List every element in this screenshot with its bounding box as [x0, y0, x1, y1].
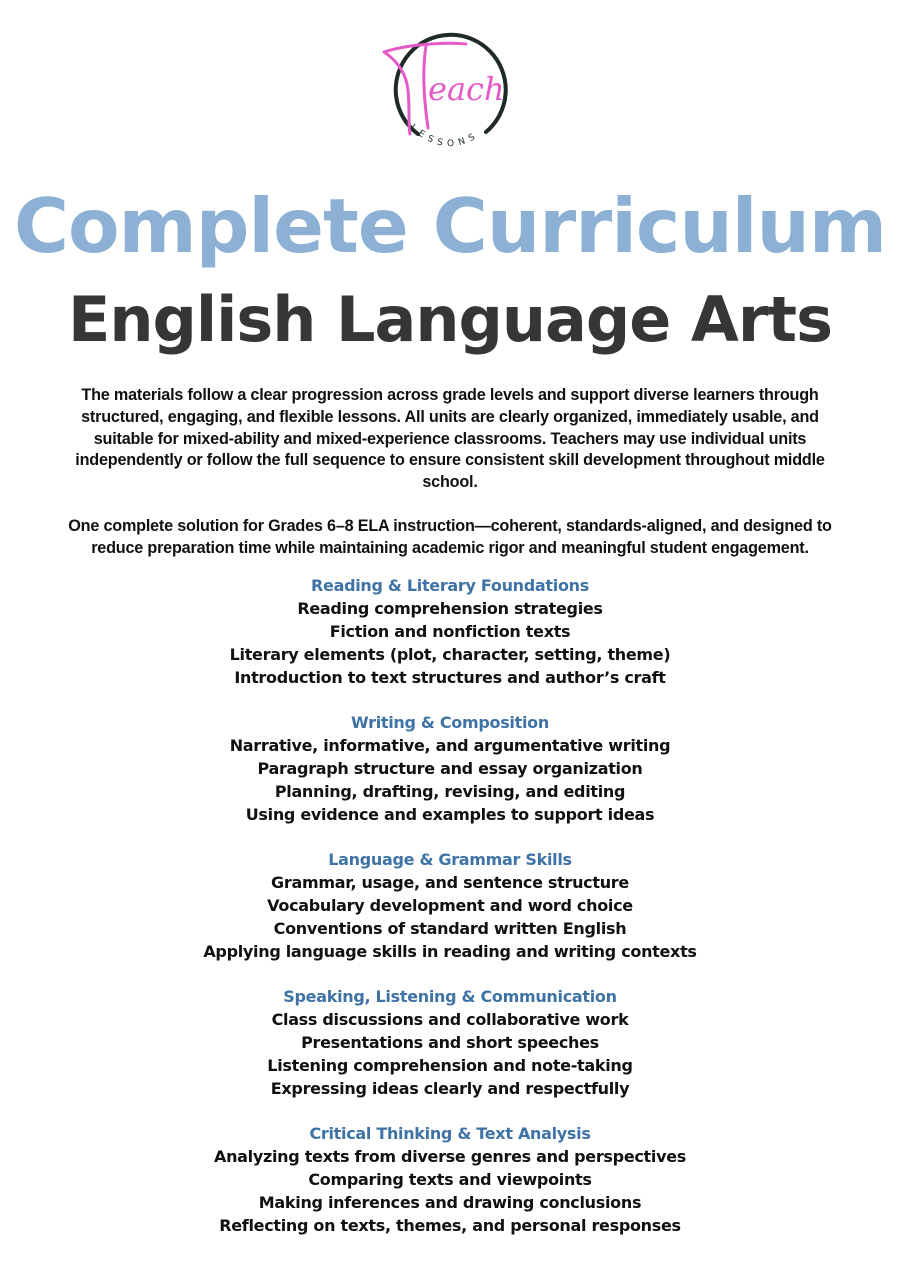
intro-paragraph: The materials follow a clear progression across grade levels and support diverse learners through structured, engaging, and flexible lessons. All units are clearly organized, immediately usable, and suitable for mixed-ability and mixed-experience classrooms. Teachers may use individual units independently or follow the full sequence to ensure consistent skill development throughout middle school.	[75, 386, 825, 492]
section-item: Conventions of standard written English	[273, 919, 627, 938]
curriculum-sections	[0, 574, 900, 1259]
section-reading	[0, 574, 900, 689]
section-item: Class discussions and collaborative work	[271, 1010, 629, 1029]
section-critical-thinking	[0, 1122, 900, 1237]
section-item: Expressing ideas clearly and respectfully	[270, 1079, 630, 1098]
intro-text	[62, 385, 838, 581]
section-item: Applying language skills in reading and writing contexts	[203, 942, 697, 961]
page-subtitle: English Language Arts	[68, 283, 832, 356]
svg-text:LESSONS	[408, 123, 481, 150]
logo-icon	[378, 30, 520, 156]
section-item: Listening comprehension and note-taking	[267, 1056, 633, 1075]
section-language	[0, 848, 900, 963]
section-heading: Speaking, Listening & Communication	[283, 987, 617, 1006]
section-item: Analyzing texts from diverse genres and perspectives	[214, 1147, 686, 1166]
section-item: Introduction to text structures and author’s craft	[234, 668, 666, 687]
section-item: Vocabulary development and word choice	[267, 896, 633, 915]
section-item: Fiction and nonfiction texts	[329, 622, 571, 641]
logo-ring-text: LESSONS	[408, 122, 482, 150]
section-heading: Critical Thinking & Text Analysis	[309, 1124, 591, 1143]
section-item: Narrative, informative, and argumentative writing	[229, 736, 671, 755]
section-heading: Reading & Literary Foundations	[311, 576, 589, 595]
teach-lessons-logo	[378, 30, 520, 156]
section-item: Reflecting on texts, themes, and personal responses	[219, 1216, 681, 1235]
section-item: Reading comprehension strategies	[297, 599, 603, 618]
section-speaking	[0, 985, 900, 1100]
section-writing	[0, 711, 900, 826]
intro-paragraph: One complete solution for Grades 6–8 ELA instruction—coherent, standards-aligned, and designed to reduce preparation time while maintaining academic rigor and meaningful student engagement.	[68, 516, 832, 557]
section-item: Grammar, usage, and sentence structure	[271, 873, 629, 892]
section-item: Literary elements (plot, character, setting, theme)	[229, 645, 671, 664]
section-item: Planning, drafting, revising, and editing	[274, 782, 626, 801]
section-item: Paragraph structure and essay organization	[257, 759, 643, 778]
section-heading: Language & Grammar Skills	[328, 850, 572, 869]
logo-script-text: each	[428, 70, 505, 108]
section-heading: Writing & Composition	[351, 713, 549, 732]
page-title: Complete Curriculum	[13, 182, 887, 270]
section-item: Making inferences and drawing conclusions	[258, 1193, 642, 1212]
section-item: Using evidence and examples to support ideas	[245, 805, 655, 824]
section-item: Comparing texts and viewpoints	[308, 1170, 592, 1189]
section-item: Presentations and short speeches	[301, 1033, 599, 1052]
